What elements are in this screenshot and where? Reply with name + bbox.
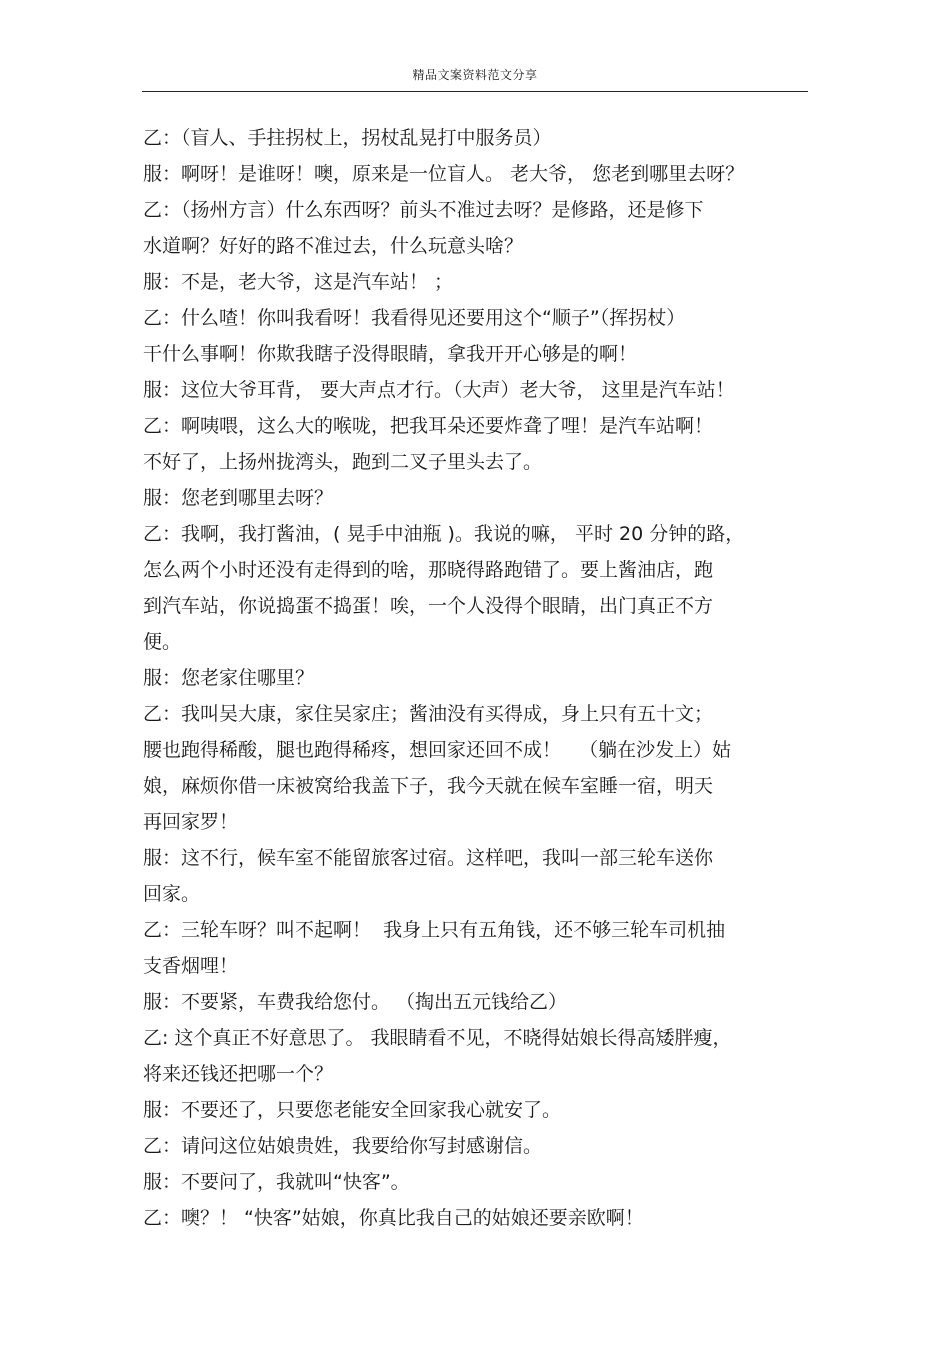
text-line: 便。 xyxy=(143,631,182,653)
text-line: 支香烟哩！ xyxy=(143,955,239,977)
document-body xyxy=(143,120,823,1236)
text-line: 娘，麻烦你借一床被窝给我盖下子，我今天就在候车室睡一宿，明天 xyxy=(143,775,714,797)
text-line: 服：啊呀！是谁呀！噢，原来是一位盲人。 老大爷， 您老到哪里去呀？ xyxy=(143,163,745,185)
text-line: 乙: 这个真正不好意思了。 我眼睛看不见，不晓得姑娘长得高矮胖瘦， xyxy=(143,1027,732,1049)
text-line: 乙：噢？！ “快客”姑娘，你真比我自己的姑娘还要亲欧啊！ xyxy=(143,1207,644,1229)
text-line: 乙：什么喳！你叫我看呀！我看得见还要用这个“顺子”（挥拐杖） xyxy=(143,307,686,329)
text-line: 干什么事啊！你欺我瞎子没得眼睛，拿我开开心够是的啊！ xyxy=(143,343,638,365)
text-line: 服：您老到哪里去呀？ xyxy=(143,487,334,509)
text-line: 乙：请问这位姑娘贵姓，我要给你写封感谢信。 xyxy=(143,1135,543,1157)
text-line: 怎么两个小时还没有走得到的啥，那晓得路跑错了。要上酱油店，跑 xyxy=(143,559,714,581)
text-line: 到汽车站，你说捣蛋不捣蛋！唉，一个人没得个眼睛，出门真正不方 xyxy=(143,595,714,617)
text-line: 服：不要紧，车费我给您付。 （掏出五元钱给乙） xyxy=(143,991,568,1013)
text-line: 服：不要问了，我就叫“快客”。 xyxy=(143,1171,410,1193)
text-line: 回家。 xyxy=(143,883,201,905)
header-divider xyxy=(142,91,808,92)
text-line: 服：不要还了，只要您老能安全回家我心就安了。 xyxy=(143,1099,562,1121)
text-line: 服：这不行，候车室不能留旅客过宿。这样吧，我叫一部三轮车送你 xyxy=(143,847,714,869)
text-line: 乙：（扬州方言）什么东西呀？前头不准过去呀？是修路，还是修下 xyxy=(143,199,704,221)
text-line: 服：您老家住哪里？ xyxy=(143,667,315,689)
text-line: 乙：三轮车呀？叫不起啊！ 我身上只有五角钱，还不够三轮车司机抽 xyxy=(143,919,726,941)
text-line: 乙：啊咦喂，这么大的喉咙，把我耳朵还要炸聋了哩！是汽车站啊！ xyxy=(143,415,714,437)
page-header: 精品文案资料范文分享 xyxy=(412,68,538,82)
text-line: 乙：（盲人、手拄拐杖上，拐杖乱晃打中服务员） xyxy=(143,127,552,149)
text-line: 将来还钱还把哪一个？ xyxy=(143,1063,334,1085)
text-line: 不好了，上扬州拢湾头，跑到二叉子里头去了。 xyxy=(143,451,543,473)
text-line: 再回家罗！ xyxy=(143,811,239,833)
text-line: 乙：我叫吴大康，家住吴家庄；酱油没有买得成，身上只有五十文； xyxy=(143,703,714,725)
text-line: 服：不是，老大爷，这是汽车站！ ； xyxy=(143,271,454,293)
text-line: 水道啊？好好的路不准过去，什么玩意头啥？ xyxy=(143,235,524,257)
text-line: 乙：我啊，我打酱油，( 晃手中油瓶 )。我说的嘛， 平时 20 分钟的路， xyxy=(143,523,745,545)
text-line: 腰也跑得稀酸，腿也跑得稀疼，想回家还回不成！ （躺在沙发上）姑 xyxy=(143,739,732,761)
text-line: 服：这位大爷耳背， 要大声点才行。（大声）老大爷， 这里是汽车站！ xyxy=(143,379,735,401)
